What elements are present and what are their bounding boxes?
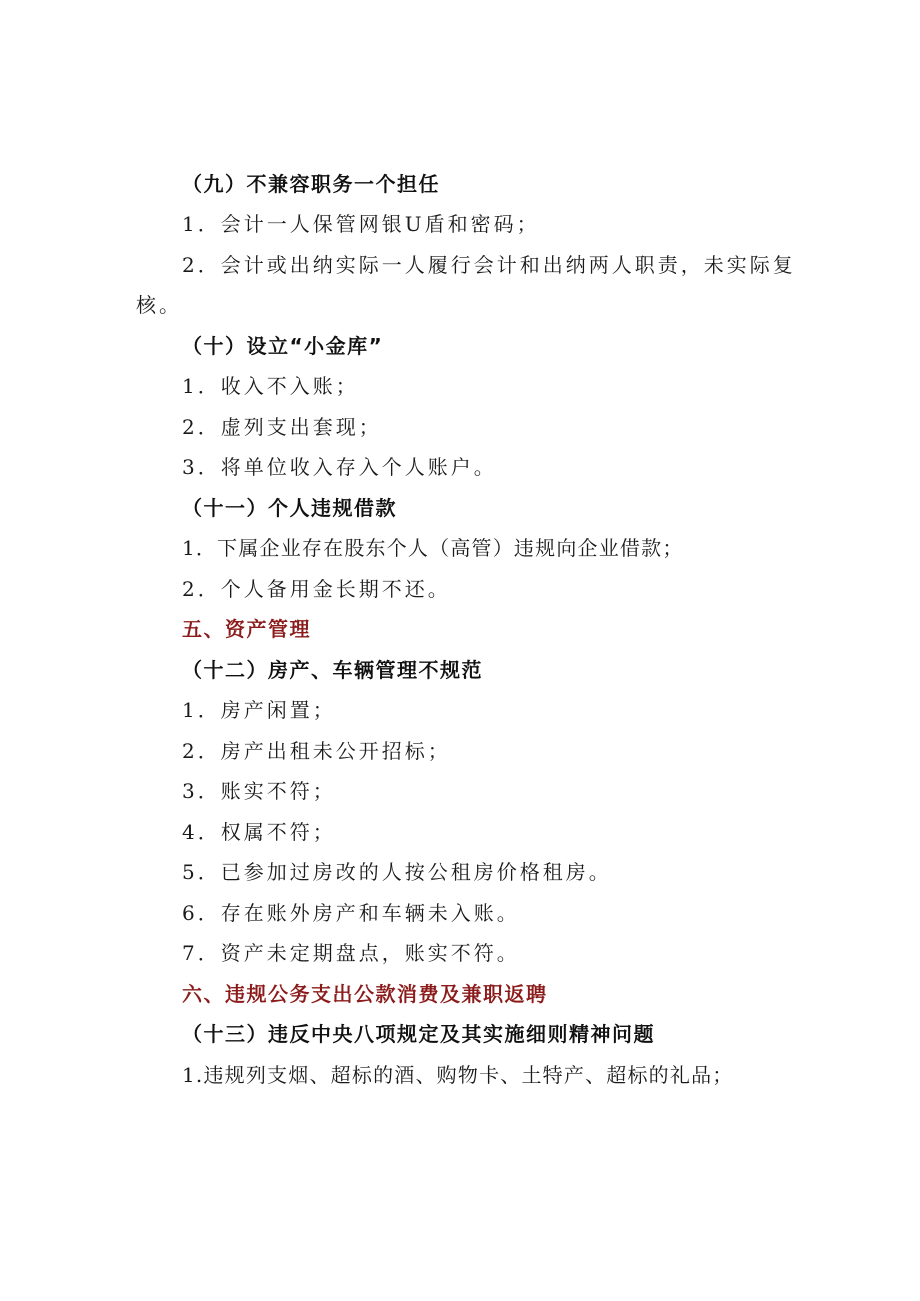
list-item: 2．虚列支出套现； bbox=[182, 415, 382, 439]
list-item: 1．下属企业存在股东个人（高管）违规向企业借款； bbox=[182, 536, 684, 560]
list-item-continuation: 核。 bbox=[136, 293, 182, 317]
list-item: 2．个人备用金长期不还。 bbox=[182, 577, 451, 601]
list-item: 3．账实不符； bbox=[182, 779, 336, 803]
list-item: 2．会计或出纳实际一人履行会计和出纳两人职责，未实际复 bbox=[182, 253, 796, 277]
list-item: 5．已参加过房改的人按公租房价格租房。 bbox=[182, 860, 612, 884]
subsection-heading-10: （十）设立“小金库” bbox=[182, 334, 384, 358]
list-item: 2．房产出租未公开招标； bbox=[182, 739, 451, 763]
section-heading-5: 五、资产管理 bbox=[182, 617, 311, 641]
list-item: 7．资产未定期盘点，账实不符。 bbox=[182, 941, 520, 965]
subsection-heading-12: （十二）房产、车辆管理不规范 bbox=[182, 658, 483, 682]
list-item: 6．存在账外房产和车辆未入账。 bbox=[182, 901, 520, 925]
list-item: 1．会计一人保管网银U盾和密码； bbox=[182, 212, 540, 236]
subsection-heading-9: （九）不兼容职务一个担任 bbox=[182, 172, 440, 196]
list-item: 1．收入不入账； bbox=[182, 374, 359, 398]
list-item: 3．将单位收入存入个人账户。 bbox=[182, 455, 497, 479]
list-item: 1.违规列支烟、超标的酒、购物卡、土特产、超标的礼品； bbox=[182, 1063, 734, 1087]
list-item: 1．房产闲置； bbox=[182, 698, 336, 722]
subsection-heading-13: （十三）违反中央八项规定及其实施细则精神问题 bbox=[182, 1022, 655, 1046]
list-item: 4．权属不符； bbox=[182, 820, 336, 844]
section-heading-6: 六、违规公务支出公款消费及兼职返聘 bbox=[182, 982, 548, 1006]
subsection-heading-11: （十一）个人违规借款 bbox=[182, 496, 397, 520]
